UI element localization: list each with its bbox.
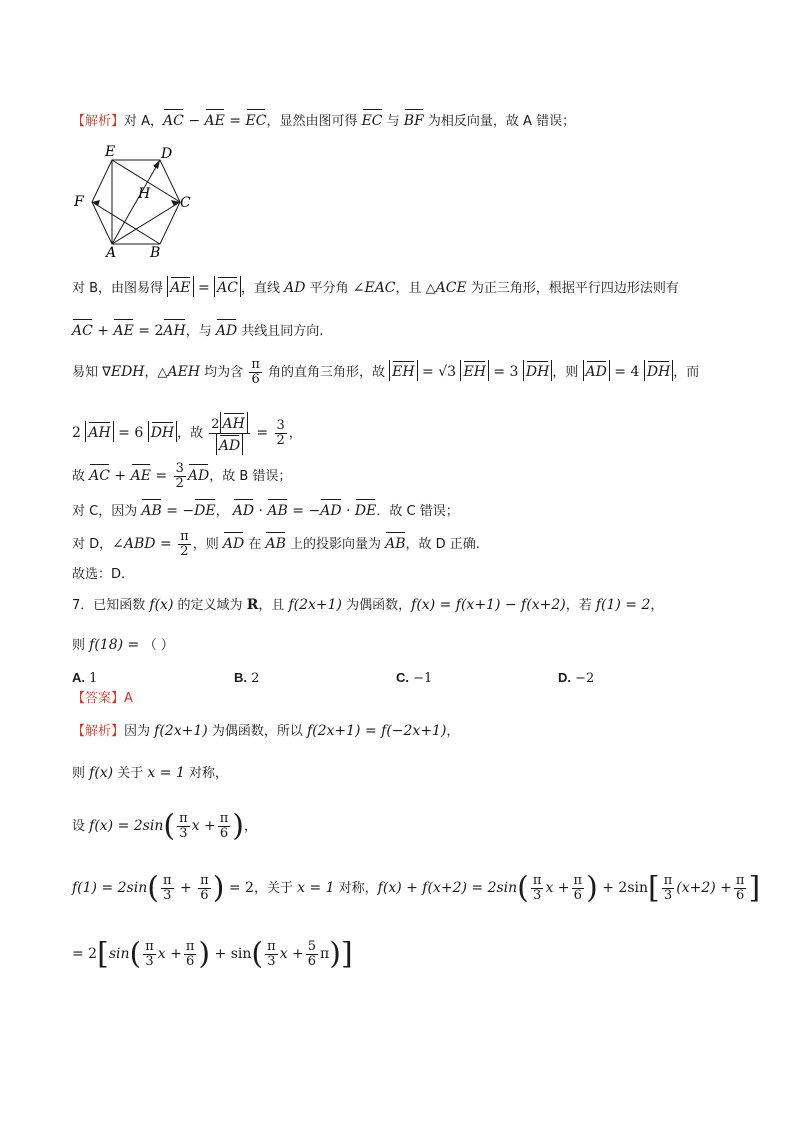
label-d: D: [161, 146, 173, 162]
analysis-line-b5: 故 AC + AE = $\frac{3}{2}$ AD，故 B 错误；: [72, 461, 292, 491]
analysis-line-d: 对 D，∠ABD = $\frac{\pi}{2}$ ，则 AD 在 AB 上的投影向量为 AB，故 D 正确.: [72, 529, 480, 559]
fraction-3-2: $\frac{3}{2}$: [276, 418, 285, 448]
analysis-line-c: 对 C，因为 AB = −DE， AD · AB = −AD · DE．故 C 错误；: [72, 498, 459, 521]
label-e: E: [105, 144, 116, 160]
vector-ae: AE: [170, 276, 190, 296]
vector-ac: AC: [163, 108, 184, 130]
label-c: C: [180, 195, 191, 211]
conclusion-line: 故选：D.: [72, 567, 126, 582]
analysis-line-a: 【解析】对 A，AC − AE = EC，显然由图可得 EC 与 BF 为相反向量，故 A 错误；: [72, 108, 575, 131]
analysis-line-b2: AC + AE = 2AH，与 AD 共线且同方向.: [72, 318, 323, 341]
q7-analysis-line1: 【解析】因为 f(2x+1) 为偶函数，所以 f(2x+1) = f(−2x+1)，: [72, 723, 460, 739]
analysis-line-b3: 易知 ∇EDH，△AEH 均为含 $\frac{\pi}{6}$ 角的直角三角形，故 EH = √3 EH = 3 DH ，则 AD = 4 DH ，而: [72, 357, 700, 387]
q7-analysis-line5: = 2[sin( $\frac{\pi}{3}$ x + $\frac{\pi}{6}$ ) + sin( $\frac{\pi}{3}$ x + $\frac{5}{6}$ π)]: [72, 936, 353, 972]
fraction-pi-6: $\frac{\pi}{6}$: [251, 357, 260, 387]
vector-ae: AE: [205, 108, 225, 130]
vector-ad: AD: [216, 318, 237, 340]
option-c[interactable]: C. −1: [396, 670, 433, 686]
option-b[interactable]: B. 2: [234, 670, 260, 686]
label-a: A: [106, 245, 117, 260]
answer-line: 【答案】A: [72, 691, 133, 706]
analysis-tag: 【解析】: [72, 114, 125, 129]
question-7-line1: 7．已知函数 f(x) 的定义域为 R，且 f(2x+1) 为偶函数，f(x) = f(x+1) − f(x+2)，若 f(1) = 2，: [72, 597, 664, 613]
question-7-line2: 则 f(18) = （ ）: [72, 637, 174, 653]
option-a[interactable]: A. 1: [72, 670, 98, 686]
vector-ec-2: EC: [362, 108, 383, 130]
segment-ad: [112, 160, 160, 244]
vector-bf: BF: [404, 108, 424, 130]
q7-analysis-line3: 设 f(x) = 2sin( $\frac{\pi}{3}$ x + $\frac{\pi}{6}$ )，: [72, 808, 257, 844]
hexagon-figure: [68, 140, 198, 260]
vector-ae: AE: [113, 318, 133, 340]
arrow-d: [153, 160, 160, 169]
option-d[interactable]: D. −2: [558, 670, 595, 686]
vector-ah: AH: [163, 318, 185, 340]
label-b: B: [150, 245, 161, 260]
analysis-line-b1: 对 B，由图易得 AE = AC ，直线 AD 平分角 ∠EAC，且 △ACE 为正三角形，根据平行四边形法则有: [72, 276, 679, 298]
vector-ac: AC: [217, 276, 238, 296]
q7-analysis-line2: 则 f(x) 关于 x = 1 对称，: [72, 765, 228, 781]
vector-ec: EC: [246, 108, 267, 130]
label-h: H: [138, 186, 151, 202]
label-f: F: [74, 194, 84, 210]
analysis-line-b4: 2 AH = 6 DH ，故 $\frac{2 AH}{AD}$ = $\frac{3}{2}$ ，: [72, 412, 302, 455]
fraction-2ah-ad: $\frac{2 AH}{AD}$: [209, 412, 250, 455]
q7-analysis-line4: f(1) = 2sin( $\frac{\pi}{3}$ + $\frac{\pi}{6}$ ) = 2，关于 x = 1 对称，f(x) + f(x+2) = 2sin( $\frac{\pi}{3}$ x + $\frac{\pi}{6}$ ) + 2sin[ $\frac{\pi}{3}$ (x+2) + $\frac{\pi}{6}$ ]: [72, 870, 761, 906]
vector-ac: AC: [72, 318, 93, 340]
